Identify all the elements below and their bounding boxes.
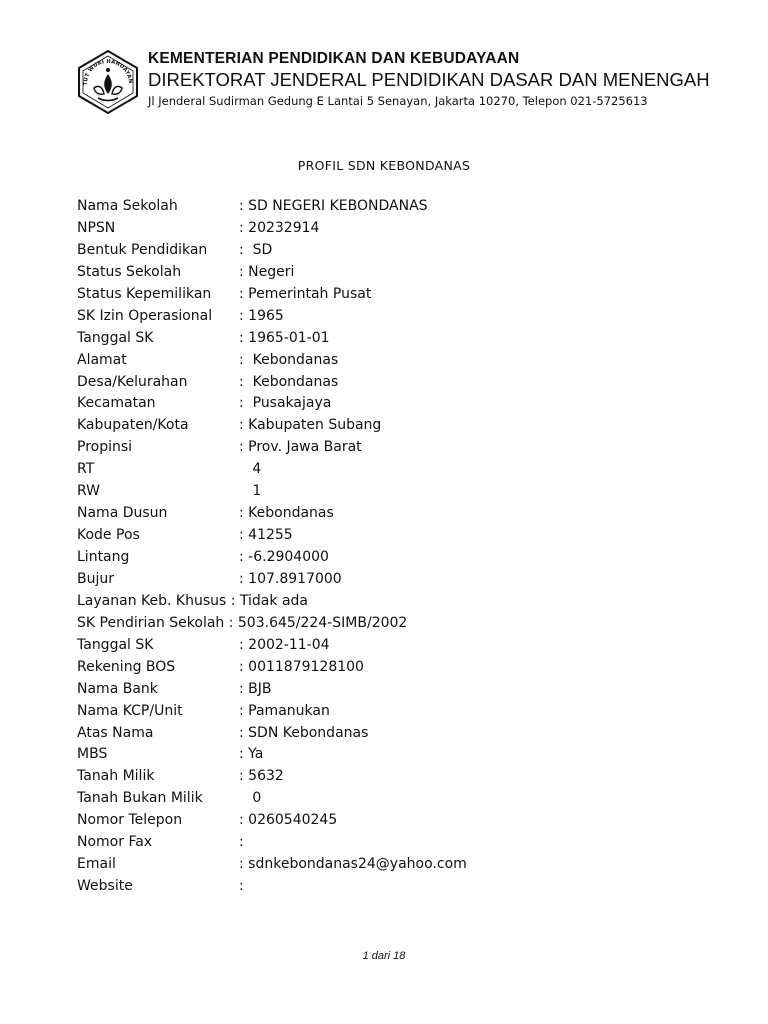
field-value: : 5632 (239, 768, 284, 785)
profile-row (77, 218, 677, 240)
letterhead-text (148, 50, 710, 109)
directorate-name: DIREKTORAT JENDERAL PENDIDIKAN DASAR DAN MENENGAH (148, 69, 710, 90)
field-value: : Kabupaten Subang (239, 417, 382, 434)
field-value: : Kebondanas (239, 505, 334, 522)
field-label: Nomor Telepon (77, 812, 183, 829)
field-label: Status Sekolah (77, 263, 182, 280)
profile-row (77, 591, 677, 613)
profile-row (77, 328, 677, 350)
field-value: 0 (239, 790, 262, 807)
field-label: Nama Sekolah (77, 198, 178, 214)
letterhead (74, 44, 710, 120)
field-label: SK Pendirian Sekolah : 503.645/224-SIMB/2002 (77, 614, 408, 631)
field-label: Bentuk Pendidikan (77, 241, 208, 258)
field-label: Atas Nama (77, 724, 154, 741)
field-value: 1 (239, 483, 262, 500)
profile-row (77, 657, 677, 679)
profile-row (77, 240, 677, 262)
tut-wuri-handayani-seal-icon (74, 48, 142, 116)
field-label: Tanggal SK (77, 329, 154, 346)
field-value: : (239, 878, 244, 895)
field-value: : 1965 (239, 307, 284, 324)
profile-row (77, 459, 677, 481)
field-value: : Prov. Jawa Barat (239, 439, 362, 456)
field-label: Kecamatan (77, 395, 156, 412)
profile-row (77, 306, 677, 328)
profile-row (77, 723, 677, 745)
profile-row (77, 350, 677, 372)
profile-row (77, 788, 677, 810)
field-label: Desa/Kelurahan (77, 373, 188, 390)
page-number: 1 dari 18 (362, 950, 406, 962)
field-label: RT (77, 461, 95, 478)
profile-row (77, 284, 677, 306)
seal-motto: TUT WURI HANDAYAN (82, 58, 134, 86)
profile-row (77, 547, 677, 569)
field-value: : BJB (239, 680, 272, 697)
field-label: Email (77, 856, 116, 873)
field-label: Bujur (77, 570, 114, 587)
field-value: : 0260540245 (239, 812, 338, 829)
profile-row (77, 503, 677, 525)
field-value: : 0011879128100 (239, 658, 364, 675)
field-label: Propinsi (77, 439, 133, 456)
field-label: Kabupaten/Kota (77, 417, 189, 434)
field-value: : 41255 (239, 527, 293, 544)
field-label: Tanggal SK (77, 636, 154, 653)
field-label: Kode Pos (77, 527, 140, 544)
field-value: : Negeri (239, 263, 295, 280)
field-label: Alamat (77, 351, 127, 368)
document-title: PROFIL SDN KEBONDANAS (297, 158, 471, 173)
field-label: Nama Dusun (77, 505, 168, 522)
field-value: : 2002-11-04 (239, 636, 330, 653)
ministry-name: KEMENTERIAN PENDIDIKAN DAN KEBUDAYAAN (148, 50, 520, 67)
field-value: : sdnkebondanas24@yahoo.com (239, 856, 467, 873)
field-label: Status Kepemilikan (77, 285, 212, 302)
profile-fields (77, 196, 677, 898)
field-label: NPSN (77, 219, 116, 236)
profile-row (77, 481, 677, 503)
field-value: : 107.8917000 (239, 570, 342, 587)
field-value: : Pemerintah Pusat (239, 285, 372, 302)
profile-row (77, 613, 677, 635)
profile-row (77, 766, 677, 788)
profile-row (77, 196, 677, 218)
field-value: : SD NEGERI KEBONDANAS (239, 198, 428, 214)
profile-row (77, 569, 677, 591)
field-value: : Kebondanas (239, 373, 339, 390)
profile-row (77, 437, 677, 459)
field-value: 4 (239, 461, 262, 478)
field-label: Nama Bank (77, 680, 158, 697)
field-label: SK Izin Operasional (77, 307, 213, 324)
field-value: : Pusakajaya (239, 395, 332, 412)
field-label: Website (77, 878, 133, 895)
field-value: : Pamanukan (239, 702, 330, 719)
field-value: : SD (239, 241, 273, 258)
field-label: RW (77, 483, 101, 500)
profile-row (77, 744, 677, 766)
field-label: Layanan Keb. Khusus : Tidak ada (77, 592, 308, 609)
field-label: MBS (77, 746, 108, 763)
field-value: : (239, 834, 244, 851)
field-label: Rekening BOS (77, 658, 176, 675)
profile-row (77, 525, 677, 547)
field-label: Nomor Fax (77, 834, 153, 851)
profile-row (77, 415, 677, 437)
profile-row (77, 635, 677, 657)
profile-row (77, 262, 677, 284)
profile-row (77, 832, 677, 854)
profile-row (77, 854, 677, 876)
field-value: : 20232914 (239, 219, 320, 236)
profile-row (77, 393, 677, 415)
profile-row (77, 701, 677, 723)
profile-row (77, 876, 677, 898)
field-label: Lintang (77, 549, 130, 565)
profile-row (77, 810, 677, 832)
field-value: : -6.2904000 (239, 549, 329, 565)
field-value: : 1965-01-01 (239, 329, 330, 346)
profile-row (77, 372, 677, 394)
field-value: : Ya (239, 746, 264, 763)
field-label: Tanah Milik (77, 768, 155, 785)
profile-row (77, 679, 677, 701)
field-value: : SDN Kebondanas (239, 724, 369, 741)
field-label: Tanah Bukan Milik (77, 790, 203, 807)
office-address: Jl Jenderal Sudirman Gedung E Lantai 5 Senayan, Jakarta 10270, Telepon 021-5725613 (148, 94, 648, 108)
field-label: Nama KCP/Unit (77, 702, 183, 719)
field-value: : Kebondanas (239, 351, 339, 368)
